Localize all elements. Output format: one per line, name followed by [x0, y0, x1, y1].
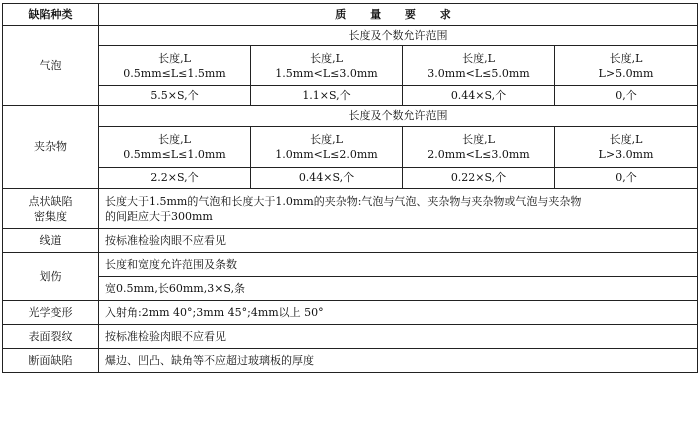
inclusion-label: 夹杂物: [3, 106, 99, 189]
text-line: 长度大于1.5mm的气泡和长度大于1.0mm的夹杂物:气泡与气泡、夹杂物与夹杂物或气泡与夹杂物: [105, 194, 582, 208]
bubble-subheader: 长度及个数允许范围: [99, 26, 698, 46]
point-density-row: [3, 189, 698, 229]
point-density-label: [3, 189, 99, 229]
range-condition: 0.5mm≤L≤1.5mm: [123, 66, 226, 80]
bubble-subheader-row: [3, 26, 698, 46]
inclusion-range-3: [403, 127, 555, 168]
quality-requirements-table: [2, 3, 698, 373]
text-line: 的间距应大于300mm: [105, 209, 213, 223]
range-condition: L>5.0mm: [598, 66, 654, 80]
line-defect-text: 按标准检验肉眼不应看见: [99, 229, 698, 253]
inclusion-values-row: [3, 168, 698, 189]
line-defect-label: 线道: [3, 229, 99, 253]
range-label: 长度,L: [462, 51, 495, 65]
bubble-range-4: [555, 46, 698, 86]
inclusion-range-2: [251, 127, 403, 168]
point-density-text: [99, 189, 698, 229]
range-condition: 3.0mm<L≤5.0mm: [427, 66, 530, 80]
inclusion-subheader-row: [3, 106, 698, 127]
bubble-label: 气泡: [3, 26, 99, 106]
range-condition: 1.5mm<L≤3.0mm: [275, 66, 378, 80]
optical-label: 光学变形: [3, 301, 99, 325]
inclusion-value-1: 2.2×S,个: [99, 168, 251, 189]
scratch-text-1: 长度和宽度允许范围及条数: [99, 253, 698, 277]
inclusion-range-4: [555, 127, 698, 168]
inclusion-value-4: 0,个: [555, 168, 698, 189]
inclusion-subheader: 长度及个数允许范围: [99, 106, 698, 127]
optical-text: 入射角:2mm 40°;3mm 45°;4mm以上 50°: [99, 301, 698, 325]
range-condition: 0.5mm≤L≤1.0mm: [123, 148, 226, 161]
label-line: 点状缺陷: [28, 194, 73, 208]
range-label: 长度,L: [609, 133, 643, 146]
range-label: 长度,L: [462, 133, 495, 146]
inclusion-value-2: 0.44×S,个: [251, 168, 403, 189]
bubble-value-1: 5.5×S,个: [99, 86, 251, 106]
bubble-values-row: [3, 86, 698, 106]
range-condition: 1.0mm<L≤2.0mm: [275, 148, 378, 161]
bubble-ranges-row: [3, 46, 698, 86]
scratch-label: 划伤: [3, 253, 99, 301]
scratch-row-1: [3, 253, 698, 277]
range-label: 长度,L: [609, 51, 643, 65]
surface-crack-label: 表面裂纹: [3, 325, 99, 349]
surface-crack-text: 按标准检验肉眼不应看见: [99, 325, 698, 349]
range-condition: L>3.0mm: [598, 148, 654, 161]
inclusion-ranges-row: [3, 127, 698, 168]
range-condition: 2.0mm<L≤3.0mm: [427, 148, 530, 161]
header-row: [3, 4, 698, 26]
quality-table-container: [2, 3, 697, 373]
inclusion-value-3: 0.22×S,个: [403, 168, 555, 189]
range-label: 长度,L: [158, 51, 191, 65]
range-label: 长度,L: [310, 51, 343, 65]
section-defect-text: 爆边、凹凸、缺角等不应超过玻璃板的厚度: [99, 349, 698, 373]
bubble-value-4: 0,个: [555, 86, 698, 106]
bubble-value-2: 1.1×S,个: [251, 86, 403, 106]
line-defect-row: [3, 229, 698, 253]
range-label: 长度,L: [158, 133, 191, 146]
bubble-range-3: [403, 46, 555, 86]
surface-crack-row: [3, 325, 698, 349]
quality-requirements-header: 质 量 要 求: [99, 4, 698, 26]
section-defect-label: 断面缺陷: [3, 349, 99, 373]
bubble-range-1: [99, 46, 251, 86]
scratch-text-2: 宽0.5mm,长60mm,3×S,条: [99, 277, 698, 301]
label-line: 密集度: [34, 209, 67, 223]
inclusion-range-1: [99, 127, 251, 168]
scratch-row-2: [3, 277, 698, 301]
bubble-value-3: 0.44×S,个: [403, 86, 555, 106]
defect-type-header: 缺陷种类: [3, 4, 99, 26]
bubble-range-2: [251, 46, 403, 86]
range-label: 长度,L: [310, 133, 343, 146]
optical-row: [3, 301, 698, 325]
section-defect-row: [3, 349, 698, 373]
